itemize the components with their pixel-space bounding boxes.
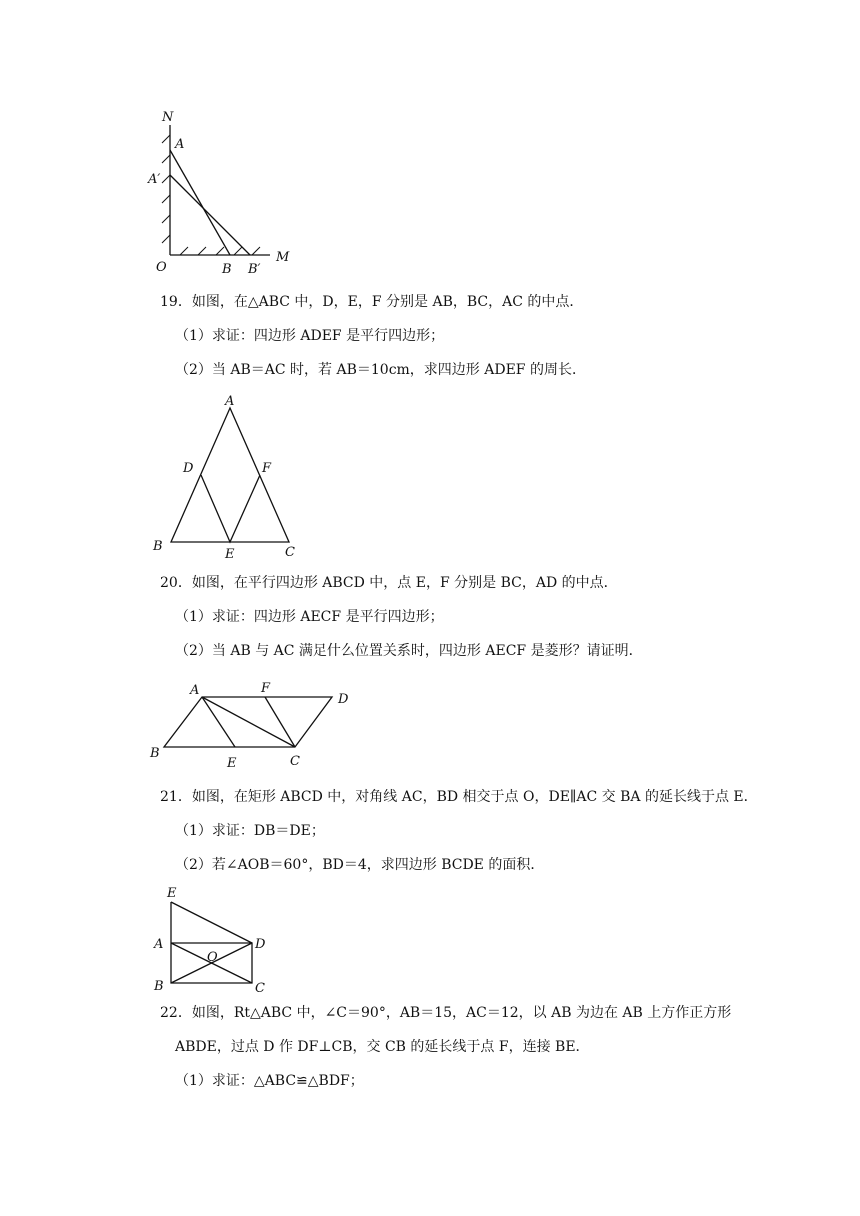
label-m: M bbox=[276, 250, 290, 265]
q21-stem: 21．如图，在矩形 ABCD 中，对角线 AC，BD 相交于点 O，DE∥AC 交 BA 的延长线于点 E． bbox=[160, 789, 758, 805]
label-b: B bbox=[153, 539, 163, 554]
segments-de-ef bbox=[201, 475, 260, 542]
figure-triangle-abc bbox=[145, 390, 315, 565]
label-f: F bbox=[262, 461, 272, 476]
label-e: E bbox=[225, 547, 235, 562]
label-c: C bbox=[255, 981, 265, 996]
label-d: D bbox=[183, 461, 194, 476]
q22-stem-line2: ABDE，过点 D 作 DF⊥CB，交 CB 的延长线于点 F，连接 BE． bbox=[175, 1039, 590, 1055]
rectangle-abcd bbox=[171, 902, 252, 983]
label-n: N bbox=[162, 110, 174, 125]
figure-rectangle-abcd bbox=[145, 880, 285, 995]
label-c: C bbox=[290, 754, 300, 769]
ladder-ab bbox=[170, 150, 230, 255]
label-a: A bbox=[175, 137, 185, 152]
wall-hatching bbox=[162, 135, 170, 243]
label-o: O bbox=[156, 260, 167, 275]
q19-part1: （1）求证：四边形 ADEF 是平行四边形； bbox=[175, 328, 445, 344]
label-a: A bbox=[225, 394, 235, 409]
segment-ae bbox=[202, 697, 235, 747]
segment-ed bbox=[171, 902, 252, 943]
label-f: F bbox=[261, 681, 271, 696]
q21-part2: （2）若∠AOB＝60°，BD＝4，求四边形 BCDE 的面积． bbox=[175, 857, 545, 873]
q19-part2: （2）当 AB＝AC 时，若 AB＝10cm，求四边形 ADEF 的周长． bbox=[175, 362, 586, 378]
label-o: O bbox=[207, 950, 218, 965]
figure-ladder bbox=[140, 105, 300, 280]
label-a: A bbox=[154, 937, 164, 952]
label-b: B bbox=[150, 746, 160, 761]
q20-part1: （1）求证：四边形 AECF 是平行四边形； bbox=[175, 609, 444, 625]
q22-part1: （1）求证：△ABC≌△BDF； bbox=[175, 1073, 364, 1089]
segment-ac bbox=[202, 697, 295, 747]
ladder-a1b1 bbox=[170, 175, 250, 255]
q19-stem: 19．如图，在△ABC 中，D，E，F 分别是 AB，BC，AC 的中点． bbox=[160, 294, 584, 310]
label-c: C bbox=[285, 545, 295, 560]
label-d: D bbox=[338, 692, 349, 707]
label-a: A bbox=[190, 683, 200, 698]
label-a-prime: A′ bbox=[148, 172, 161, 187]
label-b-prime: B′ bbox=[248, 262, 261, 277]
q20-part2: （2）当 AB 与 AC 满足什么位置关系时，四边形 AECF 是菱形？请证明． bbox=[175, 643, 643, 659]
label-b: B bbox=[154, 979, 164, 994]
q22-stem-line1: 22．如图，Rt△ABC 中，∠C＝90°，AB＝15，AC＝12，以 AB 为边在 AB 上方作正方形 bbox=[160, 1005, 732, 1021]
q21-part1: （1）求证：DB＝DE； bbox=[175, 823, 325, 839]
figure-parallelogram-abcd bbox=[145, 675, 375, 775]
label-b: B bbox=[222, 262, 232, 277]
label-e: E bbox=[167, 886, 177, 901]
label-d: D bbox=[255, 937, 266, 952]
label-e: E bbox=[227, 756, 237, 771]
q20-stem: 20．如图，在平行四边形 ABCD 中，点 E，F 分别是 BC，AD 的中点． bbox=[160, 575, 618, 591]
